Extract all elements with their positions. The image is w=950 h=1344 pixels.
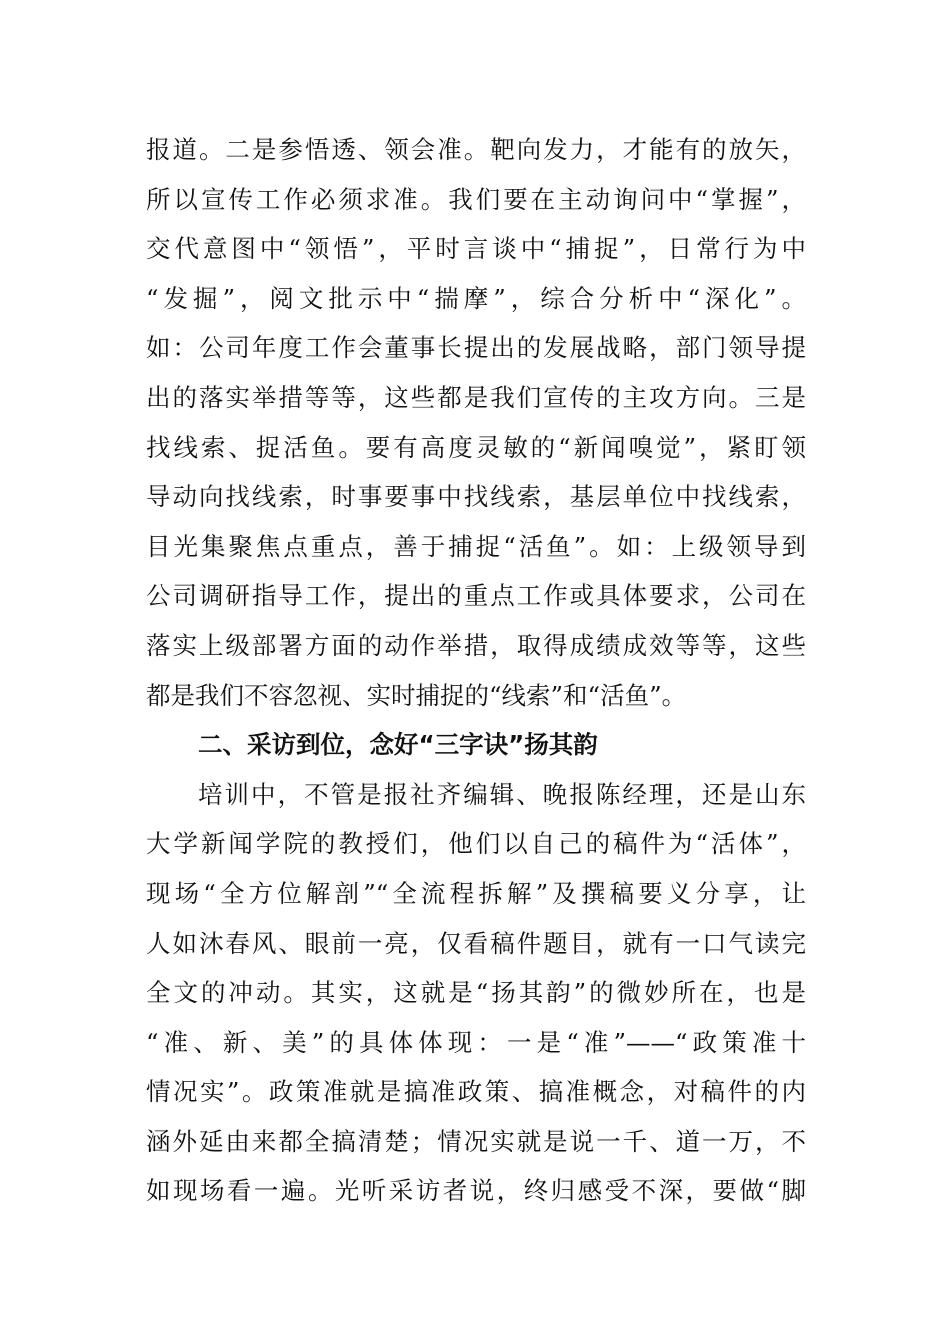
- text-line: 现场“全方位解剖”“全流程拆解”及撰稿要义分享，让: [146, 878, 806, 908]
- text-line: 人如沐春风、眼前一亮，仅看稿件题目，就有一口气读完: [146, 928, 806, 958]
- text-line: 落实上级部署方面的动作举措，取得成绩成效等等，这些: [146, 630, 806, 660]
- text-line: 导动向找线索，时事要事中找线索，基层单位中找线索，: [146, 482, 806, 512]
- text-line: “准、新、美”的具体体现：一是“准”——“政策准十: [146, 1027, 806, 1057]
- text-line: 全文的冲动。其实，这就是“扬其韵”的微妙所在，也是: [146, 978, 806, 1008]
- text-line: 大学新闻学院的教授们，他们以自己的稿件为“活体”，: [146, 829, 806, 859]
- text-line: 如现场看一遍。光听采访者说，终归感受不深，要做“脚: [146, 1176, 806, 1206]
- document-body: [146, 125, 806, 1216]
- text-line: 都是我们不容忽视、实时捕捉的“线索”和“活鱼”。: [146, 680, 687, 710]
- section-heading: 二、采访到位，念好“三字诀”扬其韵: [198, 730, 598, 760]
- text-line: 公司调研指导工作，提出的重点工作或具体要求，公司在: [146, 581, 806, 611]
- text-line: 目光集聚焦点重点，善于捕捉“活鱼”。如：上级领导到: [146, 531, 806, 561]
- text-line: 报道。二是参悟透、领会准。靶向发力，才能有的放矢，: [146, 135, 806, 164]
- text-line: 所以宣传工作必须求准。我们要在主动询问中“掌握”，: [146, 184, 806, 214]
- text-line: 培训中，不管是报社齐编辑、晚报陈经理，还是山东: [198, 779, 806, 809]
- text-line: “发掘”，阅文批示中“揣摩”，综合分析中“深化”。: [146, 283, 806, 313]
- text-line: 找线索、捉活鱼。要有高度灵敏的“新闻嗅觉”，紧盯领: [146, 432, 806, 462]
- text-line: 交代意图中“领悟”，平时言谈中“捕捉”，日常行为中: [146, 234, 806, 264]
- text-line: 涵外延由来都全搞清楚；情况实就是说一千、道一万，不: [146, 1126, 806, 1156]
- text-line: 情况实”。政策准就是搞准政策、搞准概念，对稿件的内: [146, 1077, 806, 1107]
- text-line: 如：公司年度工作会董事长提出的发展战略，部门领导提: [146, 333, 806, 363]
- text-line: 出的落实举措等等，这些都是我们宣传的主攻方向。三是: [146, 382, 806, 412]
